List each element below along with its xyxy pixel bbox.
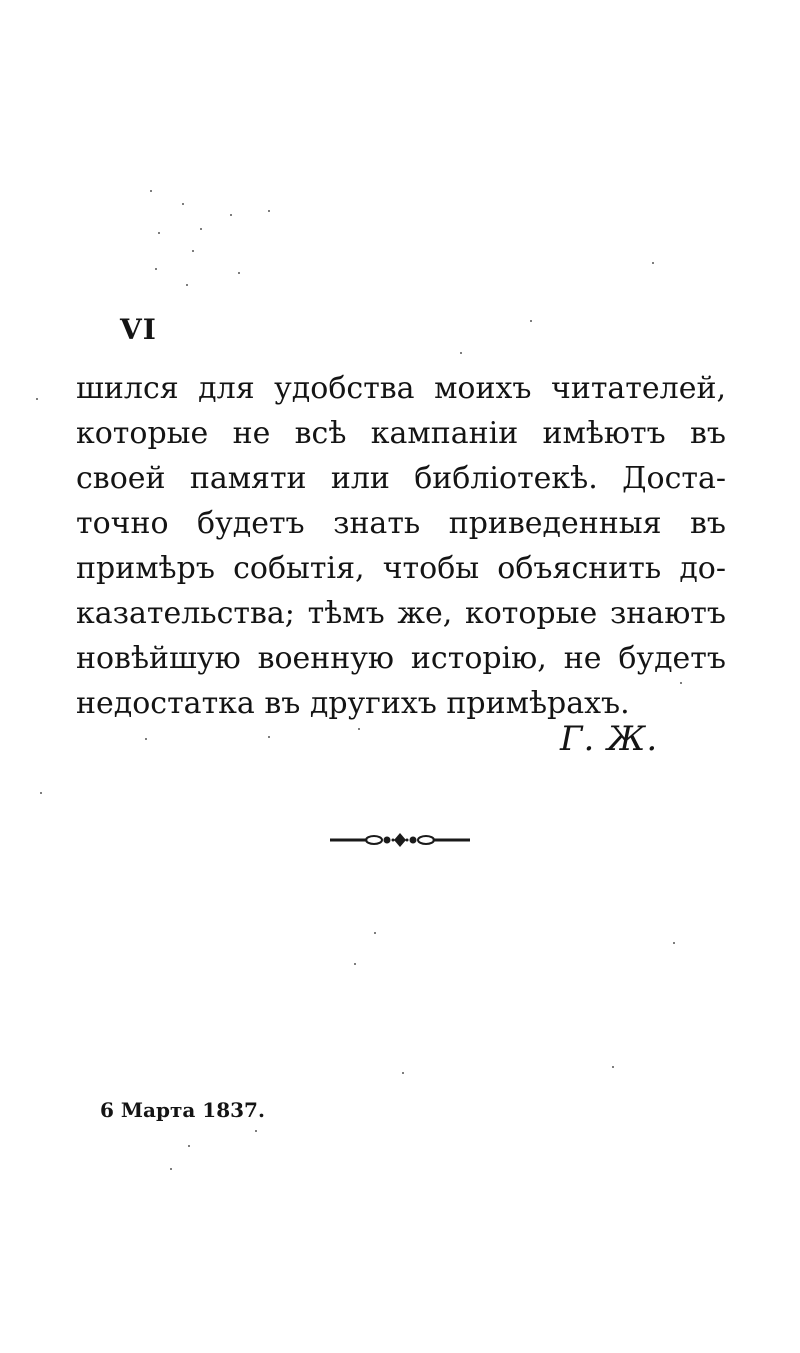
signature-initials: Г. Ж. — [560, 719, 659, 759]
text-line: которые не всѣ кампаніи имѣютъ въ — [76, 416, 726, 451]
text-line: примѣръ событія, чтобы объяснить до- — [76, 551, 726, 586]
ornament-divider-icon — [330, 830, 470, 850]
page-number: VI — [120, 313, 157, 346]
body-text — [76, 366, 726, 726]
text-line: шился для удобства моихъ читателей, — [76, 371, 726, 406]
text-line: точно будетъ знать приведенныя въ — [76, 506, 726, 541]
text-line: недостатка въ другихъ примѣрахъ. — [76, 686, 630, 721]
text-line: казательства; тѣмъ же, которые знаютъ — [76, 596, 726, 631]
text-line: своей памяти или библіотекѣ. Доста- — [76, 461, 726, 496]
text-line: новѣйшую военную исторію, не будетъ — [76, 641, 726, 676]
date-line: 6 Марта 1837. — [100, 1098, 265, 1122]
